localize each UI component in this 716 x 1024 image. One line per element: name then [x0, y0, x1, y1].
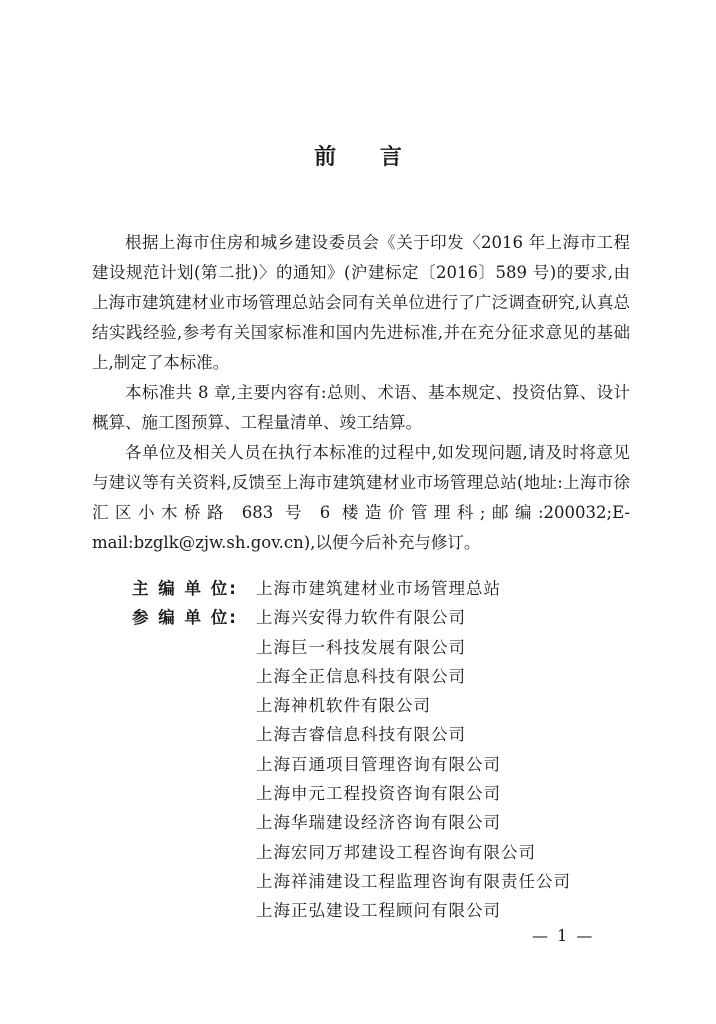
- participating-unit-row: [132, 808, 571, 837]
- participating-unit-name: 上海吉睿信息科技有限公司: [256, 725, 466, 745]
- participating-unit-name: 上海宏同万邦建设工程咨询有限公司: [256, 842, 536, 862]
- page-number: — 1 —: [532, 926, 595, 945]
- participating-unit-name: 上海神机软件有限公司: [256, 696, 431, 716]
- participating-unit-name: 上海正弘建设工程顾问有限公司: [256, 901, 501, 921]
- participating-unit-name: 上海华瑞建设经济咨询有限公司: [256, 813, 501, 833]
- participating-unit-label: 参 编 单 位:: [132, 608, 238, 628]
- participating-unit-row: [132, 750, 571, 779]
- editing-units: [132, 574, 571, 926]
- participating-unit-name: 上海申元工程投资咨询有限公司: [256, 784, 501, 804]
- participating-unit-row: [132, 633, 571, 662]
- participating-unit-row: [132, 779, 571, 808]
- participating-unit-row: [132, 838, 571, 867]
- participating-unit-name: 上海祥浦建设工程监理咨询有限责任公司: [256, 871, 571, 891]
- paragraph: 各单位及相关人员在执行本标准的过程中,如发现问题,请及时将意见与建议等有关资料,反馈至上海市建筑建材业市场管理总站(地址:上海市徐汇区小木桥路 683 号 6 楼造价管理科;邮编:200032;E-mail:bzglk@zjw.sh.gov.cn),以便今后补充与修订。: [92, 443, 630, 552]
- participating-unit-name: 上海巨一科技发展有限公司: [256, 637, 466, 657]
- page-title: 前 言: [314, 145, 420, 170]
- participating-unit-name: 上海全正信息科技有限公司: [256, 666, 466, 686]
- participating-unit-row: [132, 896, 571, 925]
- paragraph: 本标准共 8 章,主要内容有:总则、术语、基本规定、投资估算、设计概算、施工图预算、工程量清单、竣工结算。: [92, 383, 630, 432]
- participating-unit-name: 上海百通项目管理咨询有限公司: [256, 754, 501, 774]
- participating-unit-row: [132, 720, 571, 749]
- participating-unit-name: 上海兴安得力软件有限公司: [256, 608, 466, 628]
- participating-unit-row: [132, 662, 571, 691]
- chief-unit-label: 主 编 单 位:: [132, 579, 238, 598]
- participating-unit-row: [132, 691, 571, 720]
- chief-unit-name: 上海市建筑建材业市场管理总站: [256, 579, 501, 598]
- paragraph: 根据上海市住房和城乡建设委员会《关于印发〈2016 年上海市工程建设规范计划(第二批)〉的通知》(沪建标定〔2016〕589 号)的要求,由上海市建筑建材业市场管理总站会同有关单位进行了广泛调查研究,认真总结实践经验,参考有关国家标准和国内先进标准,并在充分征求意见的基础上,制定了本标准。: [92, 233, 630, 372]
- participating-unit-row: [132, 867, 571, 896]
- chief-unit-row: [132, 574, 571, 603]
- preface-body: [92, 228, 630, 558]
- participating-unit-row: [132, 603, 571, 632]
